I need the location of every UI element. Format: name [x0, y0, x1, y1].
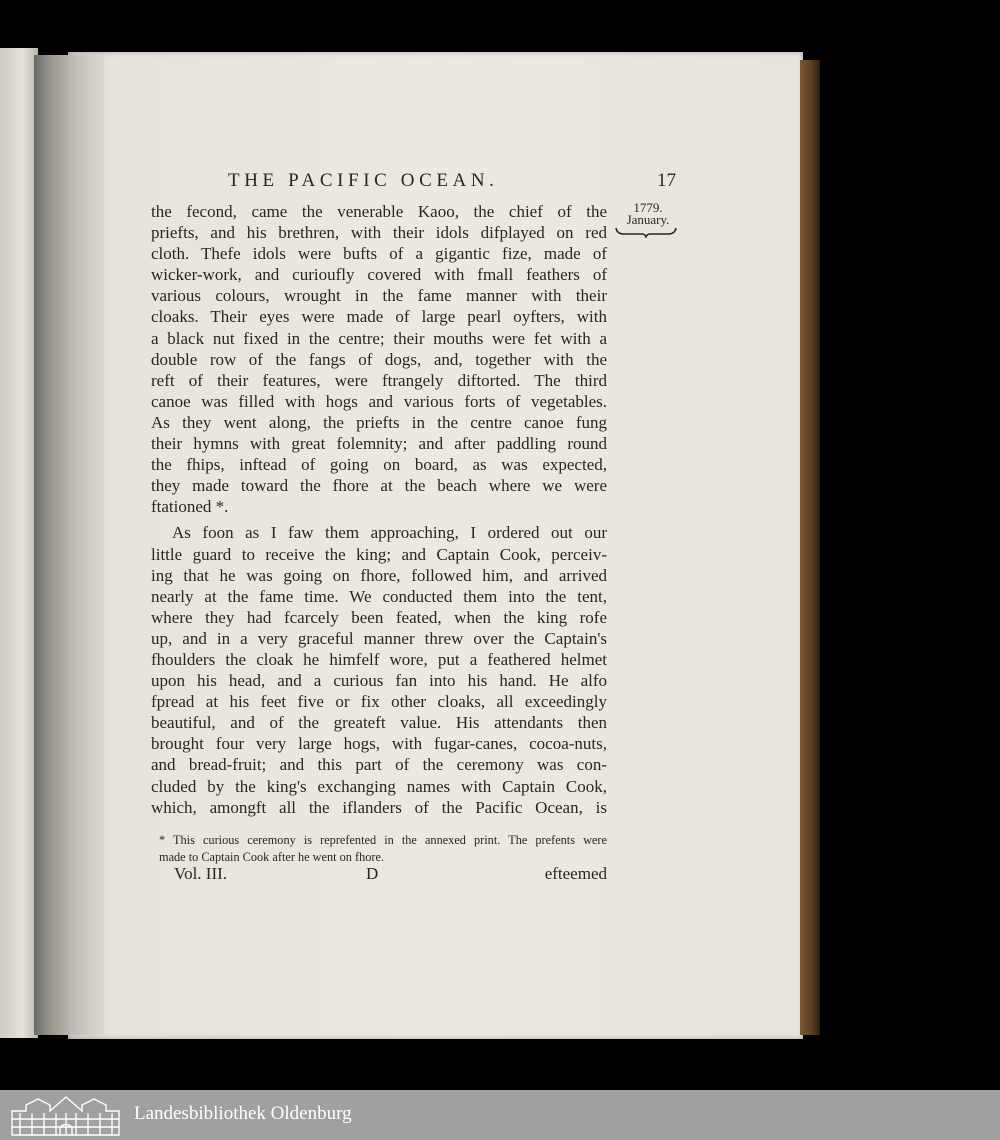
text-line: wicker-work, and curioufly covered with fmall feathers of — [151, 265, 607, 285]
footnote-line: * This curious ceremony is reprefented in the annexed print. The prefents were — [159, 833, 607, 847]
margin-year: 1779. — [633, 200, 663, 215]
text-line: the fhips, inftead of going on board, as was expected, — [151, 455, 607, 475]
catchword: efteemed — [544, 864, 607, 883]
text-line: double row of the fangs of dogs, and, together with the — [151, 349, 607, 369]
text-line: brought four very large hogs, with fugar-canes, cocoa-nuts, — [151, 734, 607, 754]
text-line: and bread-fruit; and this part of the ceremony was con- — [151, 755, 607, 775]
text-line: a black nut fixed in the centre; their mouths were fet with a — [151, 328, 607, 348]
text-line: nearly at the fame time. We conducted them into the tent, — [151, 586, 607, 606]
page-footer — [174, 864, 607, 888]
text-line: beautiful, and of the greateft value. His attendants then — [151, 713, 607, 733]
library-building-icon — [8, 1093, 123, 1137]
text-line: the fecond, came the venerable Kaoo, the chief of the — [151, 202, 607, 221]
page-number: 17 — [657, 170, 676, 191]
text-line: fhoulders the cloak he himfelf wore, put a feathered helmet — [151, 649, 607, 669]
body-text — [151, 201, 607, 818]
margin-month: January. — [626, 212, 670, 227]
text-line: fpread at his feet five or fix other cloaks, all exceedingly — [151, 692, 607, 712]
page-gutter-shadow — [34, 55, 104, 1035]
text-line: canoe was filled with hogs and various forts of vegetables. — [151, 391, 607, 411]
text-line: where they had fcarcely been feated, when the king rofe — [151, 607, 607, 627]
brace-icon — [614, 226, 678, 238]
text-line: cluded by the king's exchanging names with Captain Cook, — [151, 776, 607, 796]
text-line: various colours, wrought in the fame manner with their — [151, 286, 607, 306]
text-line: up, and in a very graceful manner threw over the Captain's — [151, 628, 607, 648]
text-line: ftationed *. — [151, 497, 229, 517]
library-banner — [0, 1090, 1000, 1140]
footnote — [159, 832, 607, 866]
text-line: which, amongft all the iflanders of the Pacific Ocean, is — [151, 797, 607, 817]
text-line: little guard to receive the king; and Captain Cook, perceiv- — [151, 544, 607, 564]
text-line: priefts, and his brethren, with their idols difplayed on red — [151, 223, 607, 243]
left-page-edge — [0, 48, 38, 1038]
text-line: upon his head, and a curious fan into his hand. He alfo — [151, 671, 607, 691]
footnote-line: made to Captain Cook after he went on fhore. — [159, 850, 385, 864]
text-line: reft of their features, were ftrangely diftorted. The third — [151, 370, 607, 390]
text-line: cloaks. Their eyes were made of large pearl oyfters, with — [151, 307, 607, 327]
margin-date-note — [620, 202, 676, 226]
book-cover-edge — [800, 60, 820, 1035]
volume-label: Vol. III. — [174, 864, 228, 883]
signature-mark: D — [366, 864, 379, 883]
institution-name: Landesbibliothek Oldenburg — [134, 1103, 352, 1124]
text-line: As they went along, the priefts in the centre canoe fung — [151, 412, 607, 432]
text-line: their hymns with great folemnity; and after paddling round — [151, 434, 607, 454]
text-line: they made toward the fhore at the beach where we were — [151, 476, 607, 496]
running-head: THE PACIFIC OCEAN. — [228, 170, 499, 191]
text-line: ing that he was going on fhore, followed him, and arrived — [151, 565, 607, 585]
text-line: As foon as I faw them approaching, I ordered out our — [172, 523, 607, 543]
text-line: cloth. Thefe idols were bufts of a gigantic fize, made of — [151, 244, 607, 264]
